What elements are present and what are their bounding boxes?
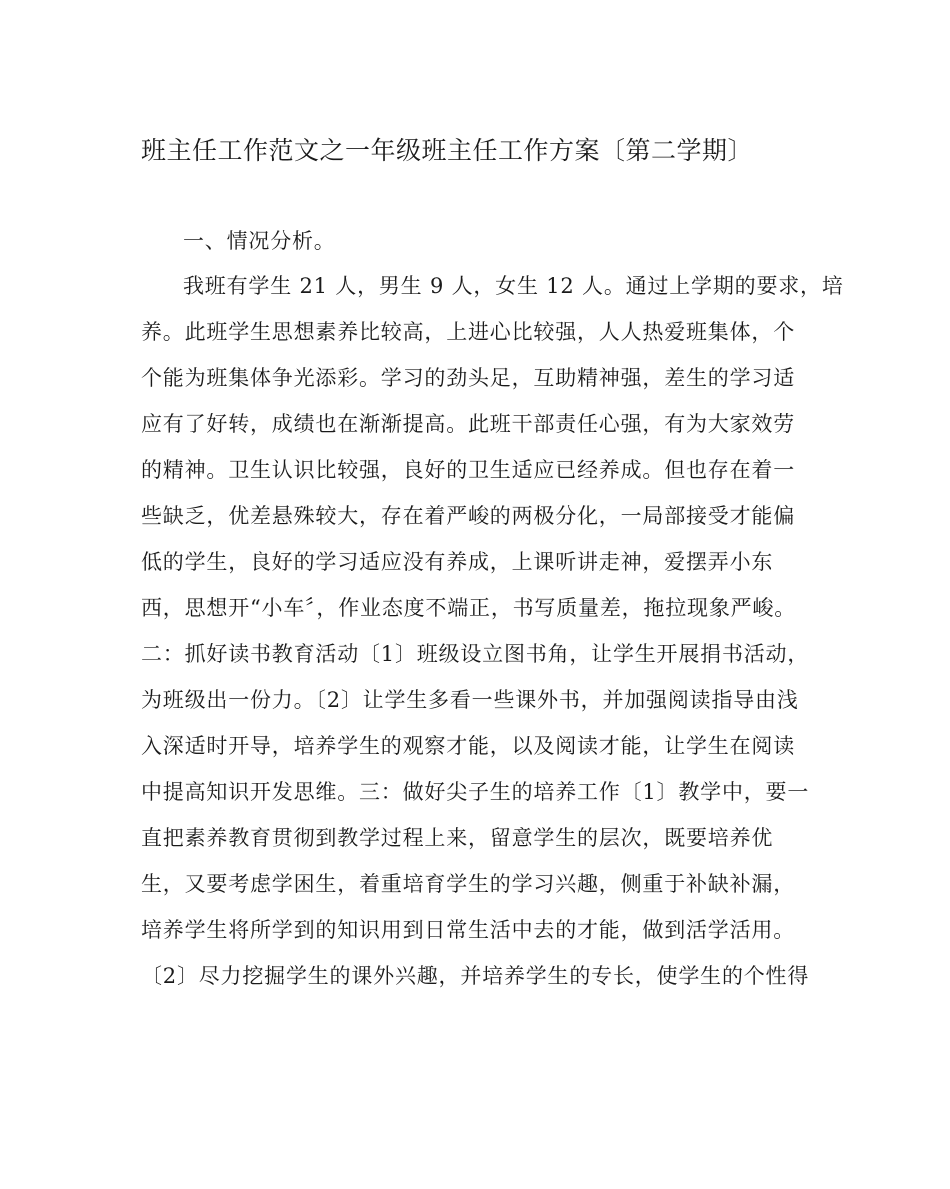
paragraph-line: 低的学生，良好的学习适应没有养成，上课听讲走神，爱摆弄小东 (141, 550, 774, 574)
paragraph-line: 入深适时开导，培养学生的观察才能，以及阅读才能，让学生在阅读 (141, 734, 795, 758)
section-heading: 一、情况分析。 (183, 229, 336, 253)
paragraph-line: 应有了好转，成绩也在渐渐提高。此班干部责任心强，有为大家效劳 (141, 412, 795, 436)
paragraph-line: 中提高知识开发思维。三：做好尖子生的培养工作〔1〕教学中，要一 (141, 780, 810, 804)
paragraph-line: 二：抓好读书教育活动〔1〕班级设立图书角，让学生开展捐书活动， (141, 642, 810, 666)
paragraph-line: 的精神。卫生认识比较强，良好的卫生适应已经养成。但也存在着一 (141, 458, 795, 482)
paragraph-line: 个能为班集体争光添彩。学习的劲头足，互助精神强，差生的学习适 (141, 366, 795, 390)
paragraph-line: 培养学生将所学到的知识用到日常生活中去的才能，做到活学活用。 (141, 918, 795, 942)
paragraph-line: 直把素养教育贯彻到教学过程上来，留意学生的层次，既要培养优 (141, 826, 774, 850)
paragraph-line: 西，思想开“小车〞，作业态度不端正，书写质量差，拖拉现象严峻。 (141, 596, 797, 620)
document-title: 班主任工作范文之一年级班主任工作方案〔第二学期〕 (141, 136, 754, 165)
paragraph-line: 生，又要考虑学困生，着重培育学生的学习兴趣，侧重于补缺补漏， (141, 872, 795, 896)
paragraph-line: 〔2〕尽力挖掘学生的课外兴趣，并培养学生的专长，使学生的个性得 (141, 964, 810, 988)
paragraph-line: 些缺乏，优差悬殊较大，存在着严峻的两极分化，一局部接受才能偏 (141, 504, 795, 528)
paragraph-line: 为班级出一份力。〔2〕让学生多看一些课外书，并加强阅读指导由浅 (141, 688, 799, 712)
paragraph-line: 我班有学生 21 人，男生 9 人，女生 12 人。通过上学期的要求，培 (183, 274, 844, 298)
paragraph-line: 养。此班学生思想素养比较高，上进心比较强，人人热爱班集体，个 (141, 320, 795, 344)
